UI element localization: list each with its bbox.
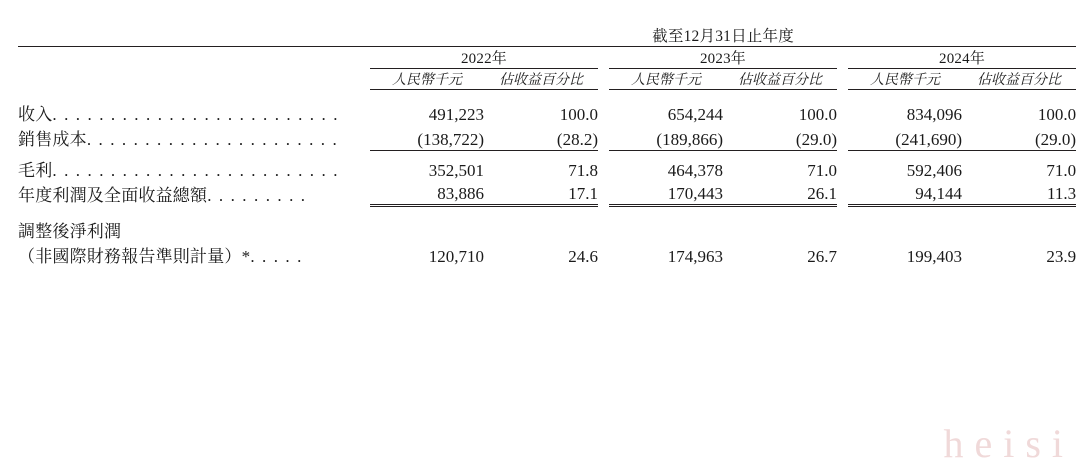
table-row — [18, 125, 1076, 150]
table-row — [18, 217, 1076, 242]
header-unit-gap-1 — [598, 69, 609, 90]
cell-2024-amount: 94,144 — [848, 181, 962, 206]
row-leader-dots: . . . . . — [250, 247, 303, 266]
cell-2023-pct: 71.0 — [807, 160, 837, 180]
cell-2022-amount: (138,722) — [370, 125, 484, 150]
cell-2024-amount: (241,690) — [848, 125, 962, 150]
cell-2024-pct: (29.0) — [962, 125, 1076, 150]
cell-2024-amount: 199,403 — [906, 247, 962, 266]
table-row — [18, 100, 1076, 125]
cell-2024-pct: 23.9 — [1046, 247, 1077, 266]
cell-2024-pct: 71.0 — [1046, 160, 1077, 180]
cell-2024-pct — [962, 217, 1076, 242]
spacer-cell — [18, 206, 1076, 218]
header-unit-gap-2 — [837, 69, 848, 90]
row-label-cell — [18, 156, 370, 181]
cell-2023-pct: (29.0) — [723, 125, 837, 150]
header-unit-amount-2022: 人民幣千元 — [392, 73, 462, 88]
spacer-after-header — [18, 90, 1076, 100]
cell-2023-pct: 100.0 — [798, 105, 837, 124]
row-gap-2 — [837, 217, 848, 242]
row-label-cell — [18, 242, 370, 267]
header-period-label: 截至12月31日止年度 — [652, 28, 794, 45]
row-label-cell — [18, 100, 370, 125]
row-label-cell — [18, 125, 370, 150]
cell-2022-pct: 100.0 — [559, 105, 598, 124]
cell-2023-amount: 654,244 — [667, 105, 723, 124]
row-gap-1 — [598, 217, 609, 242]
cell-2024-pct: 11.3 — [962, 181, 1076, 206]
row-label-text: 收入 — [18, 105, 53, 124]
cell-2022-pct: 71.8 — [568, 160, 598, 180]
cell-2023-pct: 26.7 — [807, 247, 837, 266]
row-gap-1 — [598, 125, 609, 150]
row-label-text: 銷售成本 — [18, 130, 87, 149]
cell-2023-pct — [723, 217, 837, 242]
cell-2023-amount: 464,378 — [667, 160, 723, 180]
cell-2024-amount — [848, 217, 962, 242]
cell-2022-amount: 120,710 — [428, 247, 484, 266]
cell-2022-amount: 83,886 — [370, 181, 484, 206]
spacer-row — [18, 206, 1076, 218]
cell-2024-amount: 834,096 — [906, 105, 962, 124]
row-leader-dots: . . . . . . . . . — [207, 185, 307, 205]
row-label-cell — [18, 217, 370, 242]
row-label-text: 年度利潤及全面收益總額 — [18, 185, 208, 205]
watermark-text: heisi — [943, 421, 1074, 466]
header-unit-amount-2024: 人民幣千元 — [870, 73, 940, 88]
cell-2023-amount: 170,443 — [609, 181, 723, 206]
row-gap-2 — [837, 181, 848, 206]
row-gap-1 — [598, 181, 609, 206]
cell-2022-amount — [370, 217, 484, 242]
header-gap-1 — [598, 47, 609, 69]
row-label-text: 毛利 — [18, 160, 53, 180]
financial-table-page — [0, 24, 1080, 469]
header-span-empty — [18, 24, 370, 47]
header-unit-amount-2023: 人民幣千元 — [631, 73, 701, 88]
row-gap-2 — [837, 242, 848, 267]
cell-2022-pct — [484, 217, 598, 242]
spacer-cell — [18, 90, 1076, 100]
table-row — [18, 181, 1076, 206]
header-year-row — [18, 47, 1076, 69]
row-gap-1 — [598, 242, 609, 267]
header-unit-pct-2022: 佔收益百分比 — [499, 73, 583, 88]
financial-summary-table — [18, 24, 1076, 267]
row-gap-1 — [598, 156, 609, 181]
cell-2024-pct: 100.0 — [1037, 105, 1077, 124]
row-gap-2 — [837, 100, 848, 125]
header-unit-row — [18, 69, 1076, 90]
row-label-text: 調整後淨利潤 — [18, 222, 122, 241]
cell-2024-amount: 592,406 — [906, 160, 962, 180]
table-row — [18, 156, 1076, 181]
header-unit-pct-2024: 佔收益百分比 — [977, 73, 1062, 88]
row-label-text: （非國際財務報告準則計量）* — [18, 247, 251, 266]
header-year-2024: 2024年 — [848, 47, 1076, 69]
cell-2023-amount: (189,866) — [609, 125, 723, 150]
cell-2023-amount — [609, 217, 723, 242]
row-leader-dots: . . . . . . . . . . . . . . . . . . . . . . — [86, 130, 339, 149]
header-unit-empty — [18, 69, 370, 90]
cell-2022-amount: 491,223 — [428, 105, 484, 124]
cell-2022-pct: 17.1 — [484, 181, 598, 206]
row-leader-dots: . . . . . . . . . . . . . . . . . . . . . . . . . — [52, 160, 340, 180]
row-gap-1 — [598, 100, 609, 125]
header-year-2022: 2022年 — [370, 47, 598, 69]
header-span-row — [18, 24, 1076, 47]
row-leader-dots: . . . . . . . . . . . . . . . . . . . . . . . . . — [52, 105, 340, 124]
row-label-cell — [18, 181, 370, 206]
header-year-empty — [18, 47, 370, 69]
cell-2022-pct: (28.2) — [484, 125, 598, 150]
header-gap-2 — [837, 47, 848, 69]
row-gap-2 — [837, 125, 848, 150]
header-year-2023: 2023年 — [609, 47, 837, 69]
header-unit-pct-2023: 佔收益百分比 — [738, 73, 822, 88]
cell-2023-amount: 174,963 — [667, 247, 723, 266]
cell-2022-amount: 352,501 — [428, 160, 484, 180]
table-row — [18, 242, 1076, 267]
cell-2023-pct: 26.1 — [723, 181, 837, 206]
row-gap-2 — [837, 156, 848, 181]
cell-2022-pct: 24.6 — [568, 247, 598, 266]
